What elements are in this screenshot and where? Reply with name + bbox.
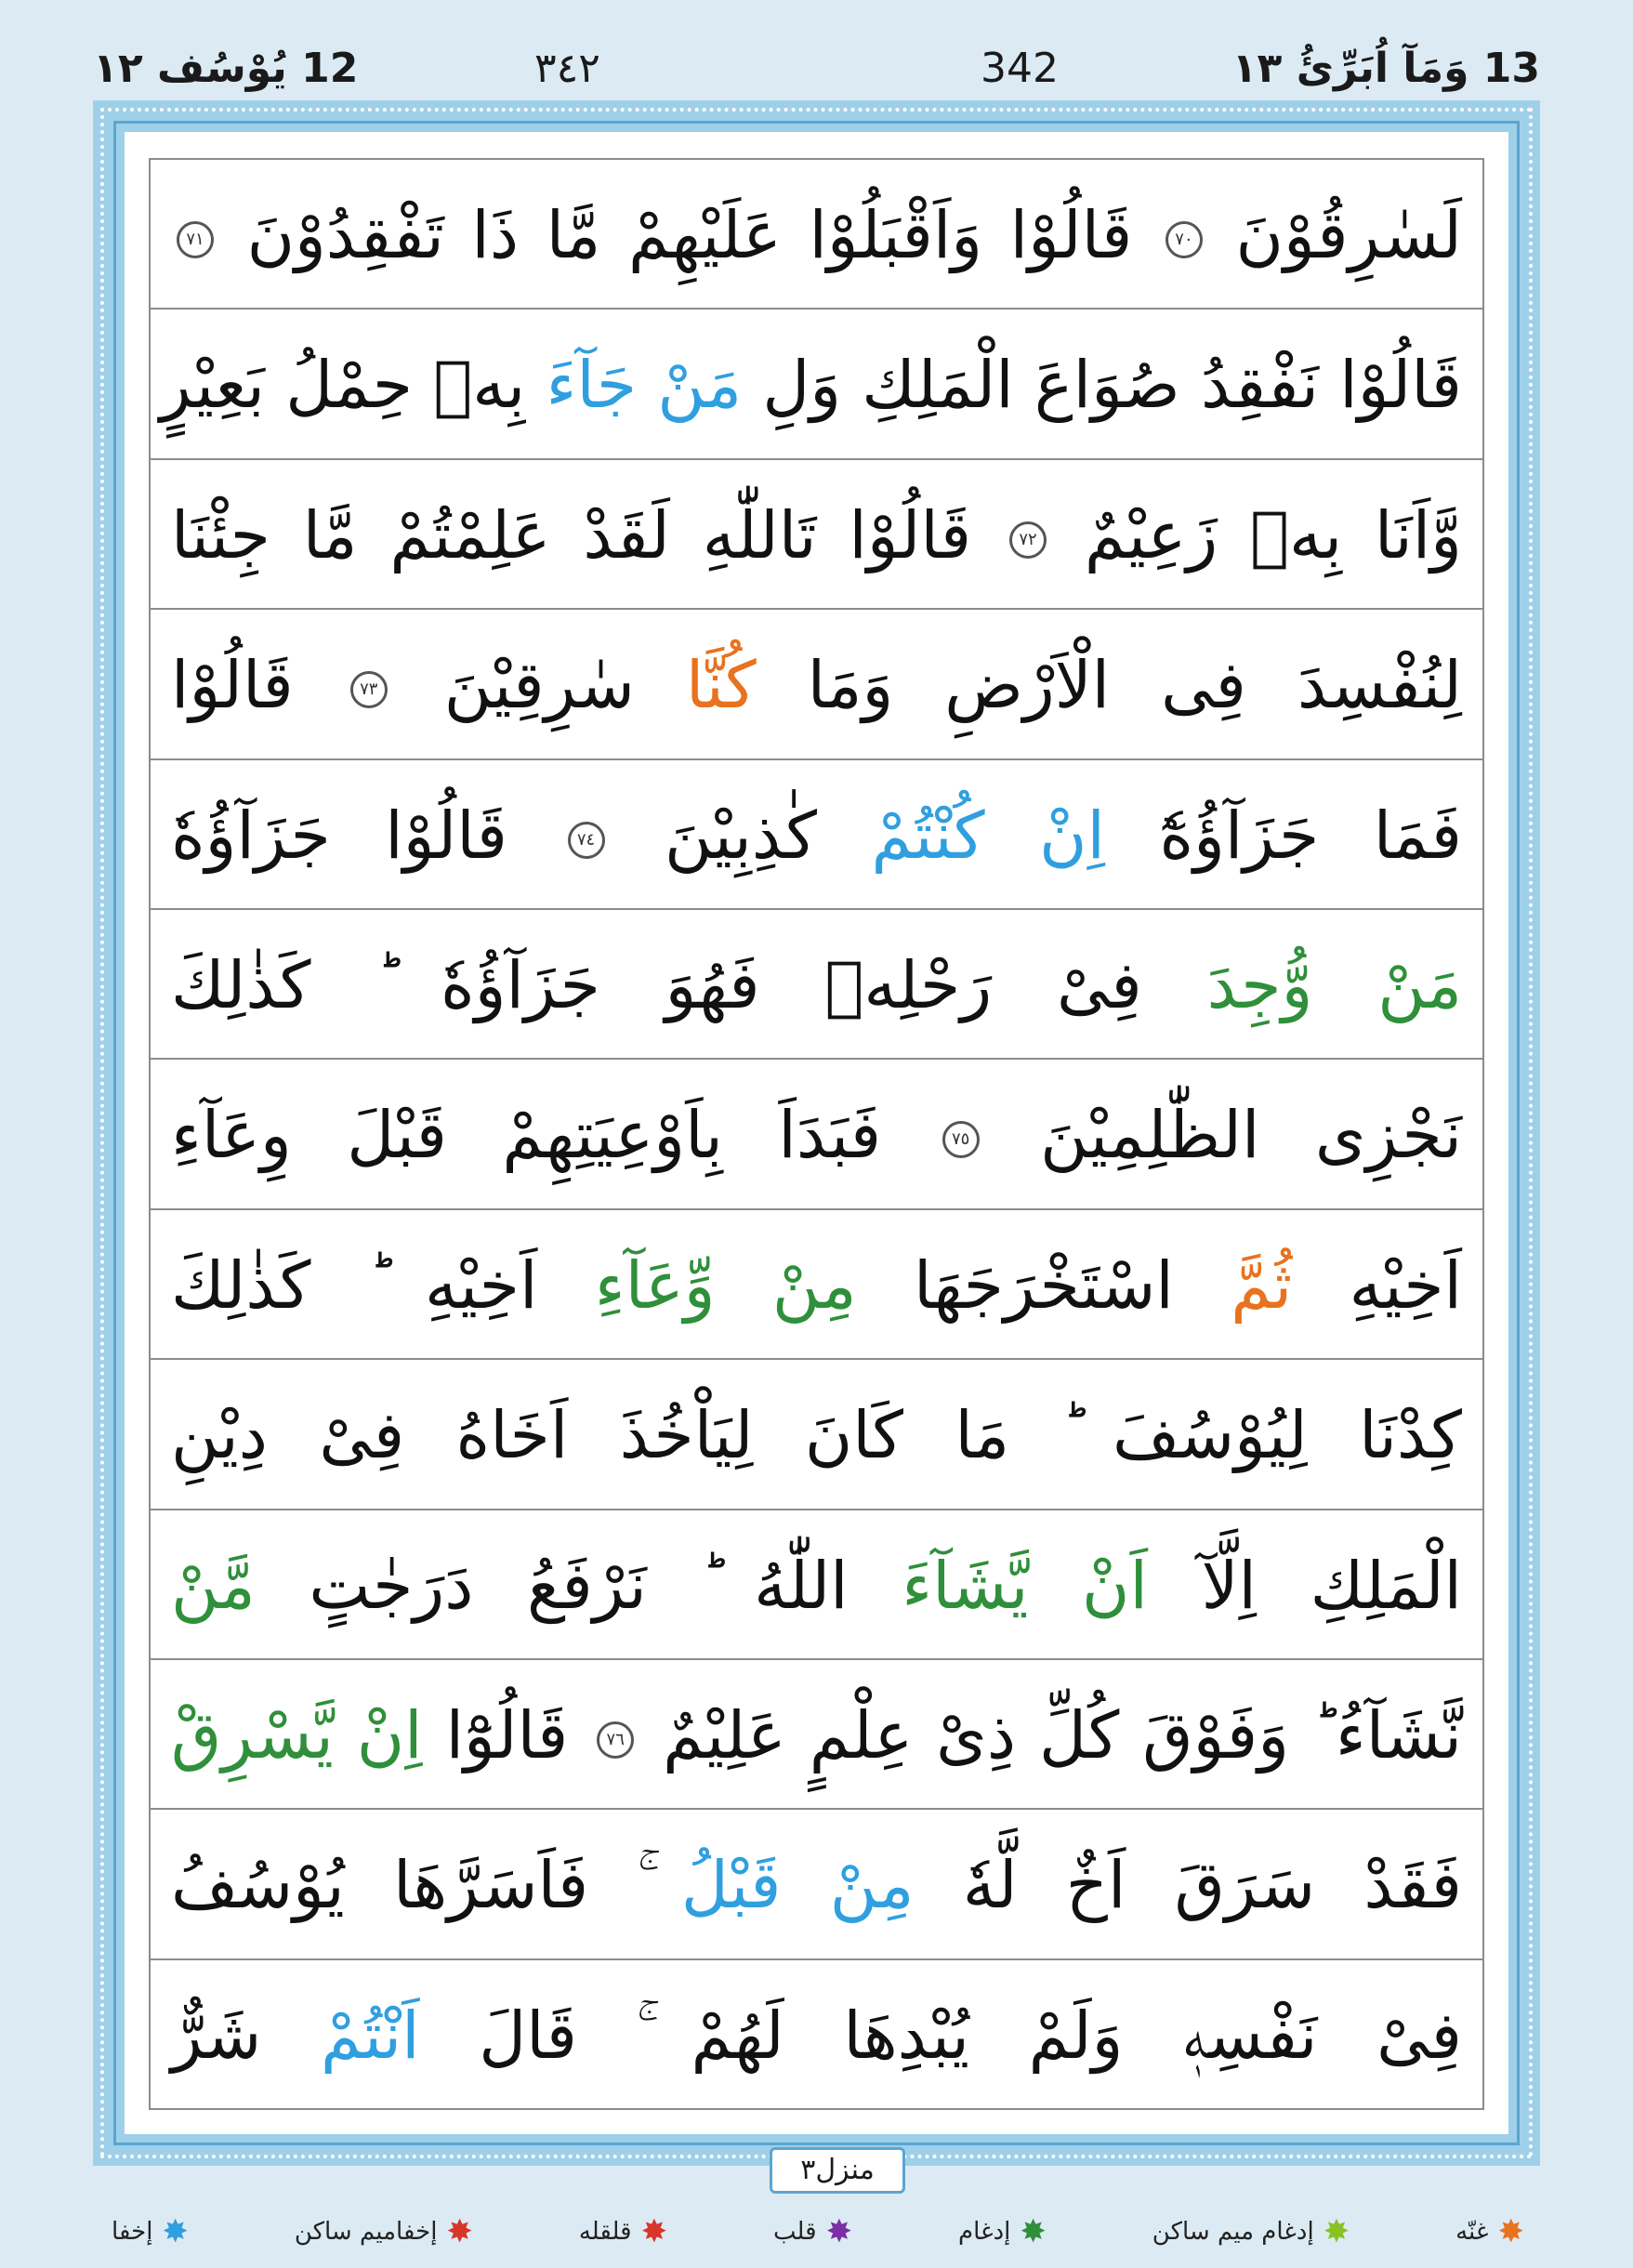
line-text: قَالُوْا نَفْقِدُ صُوَاعَ الْمَلِكِ وَلِ [762, 347, 1462, 424]
line-text: قَالُوْا [171, 647, 294, 724]
page-number-latin: 342 [981, 45, 1059, 92]
ayah-marker: ٧٦ [597, 1721, 634, 1759]
ayah-marker: ٧١ [177, 221, 214, 258]
text-line-12 [151, 1810, 1482, 1959]
text-line-10 [151, 1510, 1482, 1660]
idgham-word: مَنْ وُّجِدَ [1206, 946, 1462, 1023]
line-text: لَسٰرِقُوْنَ [1235, 197, 1462, 273]
star-icon: ✸ [446, 2213, 473, 2250]
legend-item-ghunnah [1455, 2213, 1524, 2250]
text-line-8 [151, 1210, 1482, 1360]
star-icon: ✸ [640, 2213, 668, 2250]
ikhfa-word: اِنْ كُنْتُمْ [871, 797, 1105, 874]
text-line-1 [151, 160, 1482, 310]
line-text: ۚ فَاَسَرَّهَا يُوْسُفُ [171, 1847, 638, 1924]
ikhfa-word: مِنْ قَبْلُ [680, 1847, 915, 1924]
line-text: فَمَا جَزَآؤُهٗٓ [1159, 797, 1462, 874]
surah-title: 12 يُوْسُف ١٢ [93, 45, 359, 92]
idgham-word: مَّنْ [171, 1547, 256, 1624]
ayah-marker: ٧٠ [1165, 221, 1203, 258]
legend-item-iqlab [772, 2213, 853, 2250]
ghunnah-word: ثُمَّ [1231, 1246, 1293, 1324]
legend-item-ikhfa [112, 2213, 189, 2250]
line-text: قَالُوْا تَاللّٰهِ لَقَدْ عَلِمْتُمْ مَّا جِئْنَا [171, 496, 972, 574]
line-text: نَجْزِى الظّٰلِمِيْنَ [1040, 1097, 1462, 1174]
legend-item-qalqala [578, 2213, 668, 2250]
legend-label: غنّه [1455, 2218, 1489, 2246]
ayah-marker: ٧٤ [568, 822, 605, 859]
line-text: كِدْنَا لِيُوْسُفَ ؕ مَا كَانَ لِيَاْخُذَ اَخَاهُ فِىْ دِيْنِ [171, 1397, 1462, 1474]
star-icon: ✸ [1020, 2213, 1047, 2250]
text-line-2 [151, 310, 1482, 459]
legend-label: إدغام ميم ساكن [1152, 2218, 1314, 2246]
line-text: فِىْ رَحْلِهٖ فَهُوَ جَزَآؤُهٗ ؕ كَذٰلِكَ [171, 946, 1142, 1023]
star-icon: ✸ [1323, 2213, 1350, 2250]
legend-label: إدغام [957, 2218, 1011, 2246]
legend-item-idgham-meem-sakin [1152, 2213, 1350, 2250]
tajweed-legend [112, 2209, 1524, 2255]
legend-label: قلقله [578, 2218, 632, 2246]
line-text: فَبَدَاَ بِاَوْعِيَتِهِمْ قَبْلَ وِعَآءِ [171, 1097, 882, 1174]
line-text: قَالُوْا وَاَقْبَلُوْا عَلَيْهِمْ مَّا ذَا تَفْقِدُوْنَ [246, 197, 1133, 273]
line-text: لِنُفْسِدَ فِى الْاَرْضِ وَمَا [807, 647, 1462, 724]
line-text: الْمَلِكِ اِلَّآ [1201, 1547, 1462, 1624]
legend-label: إخفاميم ساكن [294, 2218, 438, 2246]
line-text: فِىْ نَفْسِهٖ وَلَمْ يُبْدِهَا لَهُمْ ۚ قَالَ [479, 1997, 1462, 2074]
star-icon: ✸ [1497, 2213, 1524, 2250]
line-text: قَالُوْا جَزَآؤُهٗ [171, 797, 508, 874]
ghunnah-word: كُنَّا [685, 647, 757, 724]
line-text: شَرٌّ [171, 1997, 262, 2074]
line-text: اَخِيْهِ [1349, 1246, 1462, 1324]
line-text: نَّشَآءُ ؕ وَفَوْقَ كُلِّ ذِىْ عِلْمٍ عَلِيْمٌ [663, 1696, 1462, 1774]
text-line-7 [151, 1060, 1482, 1209]
ayah-marker: ٧٥ [942, 1121, 980, 1158]
line-text: اللّٰهُ ؕ نَرْفَعُ دَرَجٰتٍ [309, 1547, 849, 1624]
line-text: اَخِيْهِ ؕ كَذٰلِكَ [171, 1246, 538, 1324]
idgham-word: مِنْ وِّعَآءِ [594, 1246, 857, 1324]
line-text: وَّاَنَا بِهٖ زَعِيْمٌ [1084, 496, 1462, 574]
line-text: كٰذِبِيْنَ [665, 797, 817, 874]
idgham-word: اِنْ يَّسْرِقْ [171, 1696, 423, 1774]
quran-text-area [149, 158, 1484, 2110]
text-line-6 [151, 910, 1482, 1060]
manzil-label: منزل٣ [770, 2147, 905, 2194]
legend-label: إخفا [112, 2218, 153, 2246]
line-text: اسْتَخْرَجَهَا [913, 1246, 1174, 1324]
ayah-marker: ٧٣ [350, 671, 388, 708]
page-number-arabic: ٣٤٢ [534, 45, 600, 92]
page-header [93, 35, 1540, 102]
legend-item-idgham [957, 2213, 1047, 2250]
text-line-5 [151, 760, 1482, 910]
line-text: بِهٖ حِمْلُ بَعِيْرٍ [159, 347, 526, 424]
legend-label: قلب [772, 2218, 817, 2246]
ayah-marker: ٧٢ [1009, 521, 1047, 559]
text-line-13 [151, 1960, 1482, 2108]
text-line-9 [151, 1360, 1482, 1510]
line-text: فَقَدْ سَرَقَ اَخٌ لَّهٗ [962, 1847, 1462, 1924]
legend-item-ikhfa-meem-sakin [294, 2213, 473, 2250]
ikhfa-word: مَنْ جَآءَ [546, 347, 743, 424]
juz-title: 13 وَمَآ اُبَرِّئُ ١٣ [1231, 45, 1540, 92]
page-frame [93, 100, 1540, 2166]
star-icon: ✸ [825, 2213, 853, 2250]
text-line-3 [151, 460, 1482, 610]
line-text: سٰرِقِيْنَ [443, 647, 635, 724]
star-icon: ✸ [162, 2213, 189, 2250]
text-line-4 [151, 610, 1482, 759]
ikhfa-word: اَنْتُمْ [320, 1997, 420, 2074]
idgham-word: اَنْ يَّشَآءَ [902, 1547, 1148, 1624]
line-text: قَالُوْٓا [445, 1696, 569, 1774]
text-line-11 [151, 1660, 1482, 1810]
